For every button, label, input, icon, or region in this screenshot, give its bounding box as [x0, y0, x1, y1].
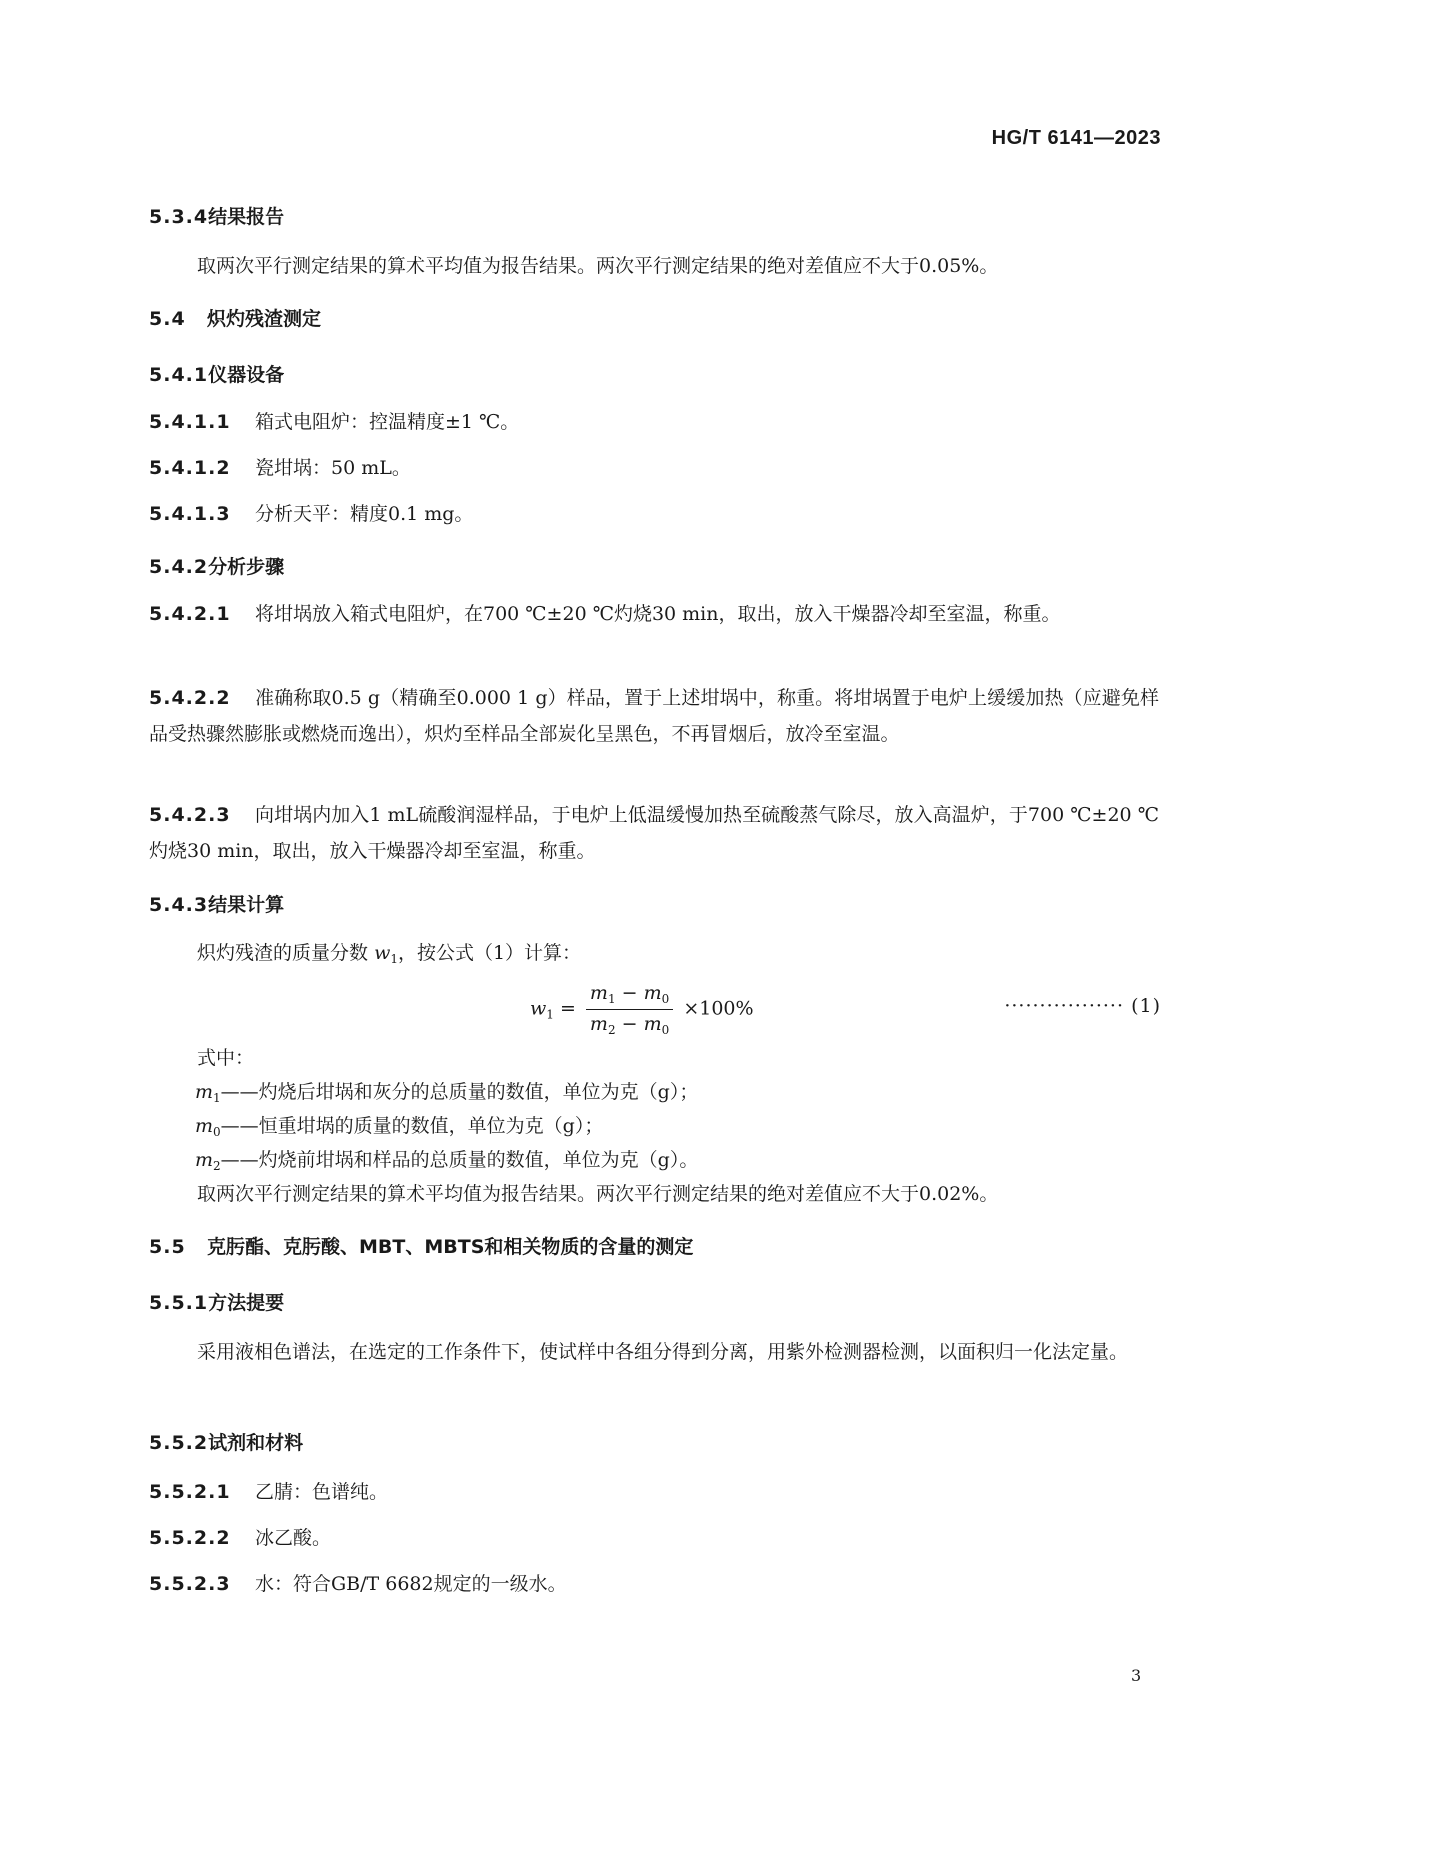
page-number: 3 — [1131, 1666, 1142, 1685]
where-label: 式中： — [197, 1047, 255, 1069]
section-heading-5-5-2: 5.5.2试剂和材料 — [149, 1432, 304, 1454]
clause-5-4-2-1: 5.4.2.1 将坩埚放入箱式电阻炉，在700 ℃±20 ℃灼烧30 min，取出，放入干燥器冷却至室温，称重。 — [149, 603, 1061, 625]
formula-intro: 炽灼残渣的质量分数 $w_1$，按公式（1）计算： — [197, 942, 582, 966]
formula-numerator: $m_1 - m_0$ — [586, 982, 673, 1010]
section-heading-5-4-2: 5.4.2分析步骤 — [149, 556, 285, 578]
clause-5-4-1-3: 5.4.1.3 分析天平：精度0.1 mg。 — [149, 503, 474, 525]
variable-definition: $m_1——$灼烧后坩埚和灰分的总质量的数值，单位为克（g）； — [195, 1081, 699, 1105]
formula-denominator: $m_2 - m_0$ — [589, 1013, 670, 1037]
clause-5-4-1-1: 5.4.1.1 箱式电阻炉：控温精度±1 ℃。 — [149, 411, 520, 433]
formula-fraction — [586, 982, 673, 1037]
section-heading-5-5-1: 5.5.1方法提要 — [149, 1292, 285, 1314]
section-heading-5-5: 5.5 克肟酯、克肟酸、MBT、MBTS和相关物质的含量的测定 — [149, 1236, 694, 1258]
clause-5-4-2-3: 5.4.2.3 向坩埚内加入1 mL硫酸润湿样品，于电炉上低温缓慢加热至硫酸蒸气除尽，放入高温炉，于700 ℃±20 ℃灼烧30 min，取出，放入干燥器冷却至室温，称重。 — [149, 804, 1159, 862]
formula-1: $w_1$ = $\frac{m_1 - m_0}{m_2 - m_0}$ ×100% — [530, 982, 754, 1037]
section-heading-5-4-1: 5.4.1仪器设备 — [149, 364, 285, 386]
variable-definition: $m_2——$灼烧前坩埚和样品的总质量的数值，单位为克（g）。 — [195, 1149, 699, 1173]
variable-definition: $m_0——$恒重坩埚的质量的数值，单位为克（g）； — [195, 1115, 604, 1139]
section-heading-5-4: 5.4 炽灼残渣测定 — [149, 308, 322, 330]
clause-5-5-2-3: 5.5.2.3 水：符合GB/T 6682规定的一级水。 — [149, 1573, 567, 1595]
paragraph-5-5-1: 采用液相色谱法，在选定的工作条件下，使试样中各组分得到分离，用紫外检测器检测，以面积归一化法定量。 — [197, 1341, 1129, 1363]
clause-5-5-2-2: 5.5.2.2 冰乙酸。 — [149, 1527, 332, 1549]
paragraph-5-4-3-report: 取两次平行测定结果的算术平均值为报告结果。两次平行测定结果的绝对差值应不大于0.02%。 — [197, 1183, 999, 1205]
section-heading-5-4-3: 5.4.3结果计算 — [149, 894, 285, 916]
paragraph-5-3-4: 取两次平行测定结果的算术平均值为报告结果。两次平行测定结果的绝对差值应不大于0.05%。 — [197, 255, 999, 277]
clause-5-5-2-1: 5.5.2.1 乙腈：色谱纯。 — [149, 1481, 389, 1503]
formula-number: ················· (1) — [1004, 995, 1161, 1017]
clause-5-4-1-2: 5.4.1.2 瓷坩埚：50 mL。 — [149, 457, 411, 479]
clause-5-4-2-2: 5.4.2.2 准确称取0.5 g（精确至0.000 1 g）样品，置于上述坩埚中，称重。将坩埚置于电炉上缓缓加热（应避免样品受热骤然膨胀或燃烧而逸出），炽灼至样品全部炭化呈黑色，不再冒烟后，放冷至室温。 — [149, 687, 1159, 745]
section-heading-5-3-4: 5.3.4结果报告 — [149, 206, 285, 228]
standard-code-header: HG/T 6141—2023 — [991, 127, 1161, 149]
